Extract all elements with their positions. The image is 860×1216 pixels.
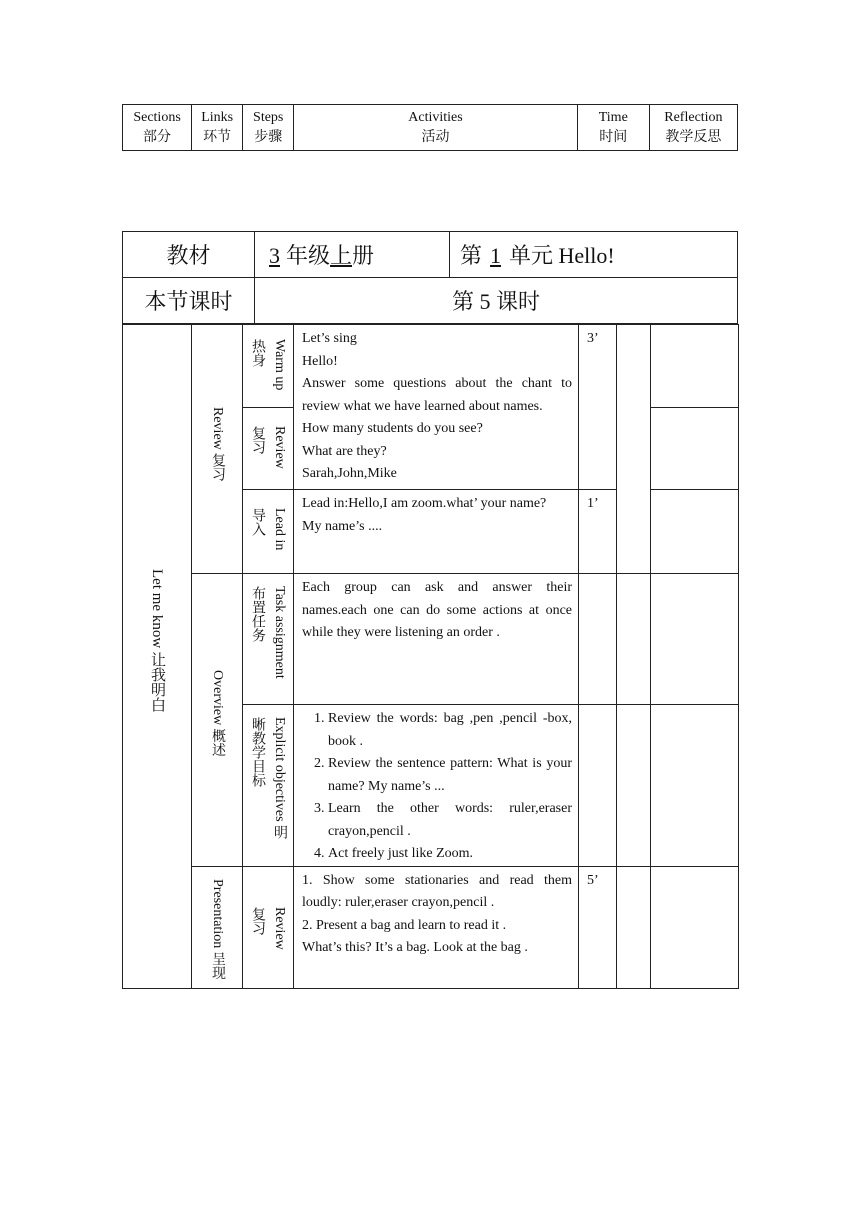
activity-present: 1. Show some stationaries and read them loudly: ruler,eraser crayon,pencil . 2. Present a bag and learn to read it . What’s this? It’s a bag. Look at the bag . bbox=[294, 866, 579, 988]
step-explicit-label: Explicit objectives 明 晰教学目标 bbox=[250, 717, 287, 840]
time-cell: 1’ bbox=[579, 490, 617, 574]
unit-value: 第 1 单元 Hello! bbox=[450, 232, 738, 278]
col-activities: Activities 活动 bbox=[294, 105, 577, 151]
objective-item: 3. Learn the other words: ruler,eraser crayon,pencil . bbox=[328, 798, 572, 843]
plan-row bbox=[123, 325, 739, 408]
reflection-cell bbox=[651, 490, 739, 574]
blank-cell bbox=[617, 866, 651, 988]
objective-item: 1. Review the words: bag ,pen ,pencil -box, book . bbox=[328, 708, 572, 753]
plan-table bbox=[122, 324, 739, 989]
link-review-label: Review 复习 bbox=[210, 407, 225, 482]
reflection-cell bbox=[651, 325, 739, 408]
reflection-cell bbox=[651, 866, 739, 988]
objective-item: 4. Act freely just like Zoom. bbox=[328, 843, 572, 866]
section-cell bbox=[123, 325, 192, 989]
step-task-label: Task assignment 布置任务 bbox=[250, 586, 287, 679]
activity-sing: Let’s sing Hello! Answer some questions about the chant to review what we have learned about names. How many students do you see? What are they? Sarah,John,Mike bbox=[294, 325, 579, 490]
header-row bbox=[123, 105, 738, 151]
link-review-cell bbox=[192, 325, 243, 574]
time-cell: 3’ bbox=[579, 325, 617, 490]
plan-row bbox=[123, 866, 739, 988]
col-time: Time 时间 bbox=[577, 105, 649, 151]
blank-cell bbox=[617, 705, 651, 867]
time-cell: 5’ bbox=[579, 866, 617, 988]
step-review2-cell bbox=[243, 866, 294, 988]
section-label: Let me know 让我明白 bbox=[149, 569, 165, 712]
blank-cell bbox=[617, 574, 651, 705]
step-warmup-label: Warm up 热身 bbox=[250, 339, 287, 391]
link-presentation-cell bbox=[192, 866, 243, 988]
meta-table bbox=[122, 231, 738, 324]
col-links: Links 环节 bbox=[192, 105, 243, 151]
activity-objectives bbox=[294, 705, 579, 867]
activity-leadin: Lead in:Hello,I am zoom.what’ your name? My name’s .... bbox=[294, 490, 579, 574]
step-review2-label: Review 复习 bbox=[250, 906, 287, 950]
step-warmup-cell bbox=[243, 325, 294, 408]
lesson-value: 第 5 课时 bbox=[255, 278, 738, 324]
blank-cell bbox=[617, 325, 651, 574]
link-overview-cell bbox=[192, 574, 243, 867]
reflection-cell bbox=[651, 574, 739, 705]
step-explicit-cell bbox=[243, 705, 294, 867]
step-review-cell bbox=[243, 408, 294, 490]
step-leadin-cell bbox=[243, 490, 294, 574]
col-steps: Steps 步骤 bbox=[243, 105, 294, 151]
link-presentation-label: Presentation 呈现 bbox=[210, 878, 225, 980]
lesson-row bbox=[123, 278, 738, 324]
time-cell bbox=[579, 574, 617, 705]
lesson-label: 本节课时 bbox=[123, 278, 255, 324]
link-overview-label: Overview 概述 bbox=[210, 670, 225, 757]
activity-task: Each group can ask and answer their names.each one can do some actions at once while they were listening an order . bbox=[294, 574, 579, 705]
reflection-cell bbox=[651, 705, 739, 867]
col-sections: Sections 部分 bbox=[123, 105, 192, 151]
plan-row bbox=[123, 574, 739, 705]
reflection-cell bbox=[651, 408, 739, 490]
step-task-cell bbox=[243, 574, 294, 705]
step-review-label: Review 复习 bbox=[250, 426, 287, 469]
header-table bbox=[122, 104, 738, 151]
time-cell bbox=[579, 705, 617, 867]
material-row bbox=[123, 232, 738, 278]
grade-value: 3 年级上册 bbox=[255, 232, 450, 278]
col-reflection: Reflection 教学反思 bbox=[649, 105, 737, 151]
step-leadin-label: Lead in 导入 bbox=[250, 508, 287, 551]
objective-item: 2. Review the sentence pattern: What is your name? My name’s ... bbox=[328, 753, 572, 798]
material-label: 教材 bbox=[123, 232, 255, 278]
